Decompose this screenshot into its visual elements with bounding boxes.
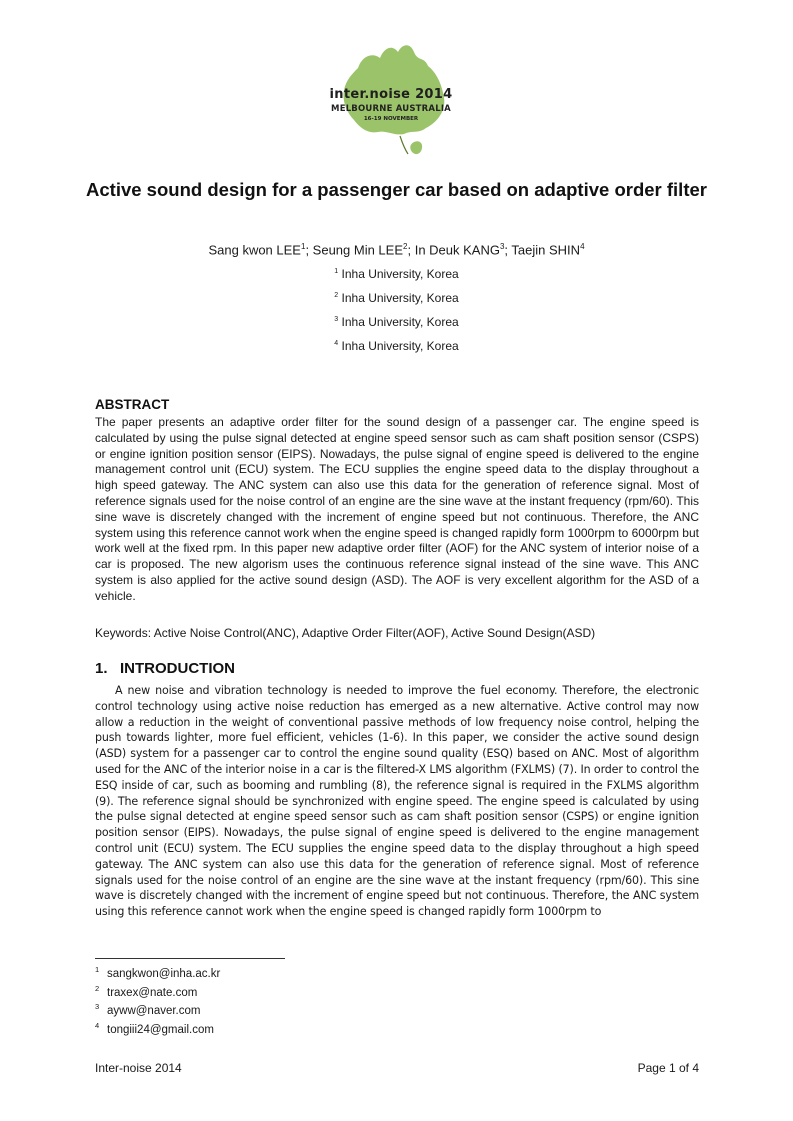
footnote [95, 982, 220, 1001]
author-separator: ; [504, 242, 512, 258]
footnote [95, 1000, 220, 1019]
footnote-mark: 1 [95, 965, 100, 974]
footnote-mark: 2 [95, 983, 100, 993]
affiliation-text: Inha University, Korea [341, 315, 459, 329]
keywords: Keywords: Active Noise Control(ANC), Adaptive Order Filter(AOF), Active Sound Design(ASD) [95, 626, 596, 640]
introduction-body: A new noise and vibration technology is needed to improve the fuel economy. Therefore, the electronic control technology using active noise reduction has emerged as a new alternative. Active control may now allow a reduction in the weight of conventional passive methods of low frequency noise control, helping the push towards lighter, more fuel efficient, vehicles (1-6). In this paper, we consider the active sound design (ASD) system for a passenger car to control the engine sound quality (ESQ) based on ANC. Most of algorithm used for the ANC of the interior noise in a car is the filtered-X LMS algorithm (FXLMS) (7). In order to control the ESQ inside of car, such as booming and rumbling (8), the reference signal is required in the FXLMS algorithm (9). The reference signal should be synchronized with engine speed. The engine speed is calculated by using the pulse signal detected at engine speed sensor such as cam shaft position sensor (CSPS) or engine ignition position sensor (EIPS). Nowadays, the pulse signal of engine speed is delivered to the engine management control unit (ECU) system. The ECU supplies the engine speed data to the display throughout a high speed gateway. The ANC system can also use this data for the generation of reference signal. Most of reference signals used for the noise control of an engine are the sine wave at the instant frequency (rpm/60). This sine wave is discretely changed with the increment of engine speed but not continuous. Therefore, the ANC system using this reference cannot work when the engine speed is changed rapidly form 1000rpm to [95, 684, 699, 919]
paper-title: Active sound design for a passenger car based on adaptive order filter [86, 179, 707, 200]
affiliation-mark: 4 [334, 340, 339, 347]
conference-logo [328, 38, 454, 162]
affiliation-mark: 2 [334, 292, 339, 299]
footnote-list [95, 963, 220, 1037]
logo-title: inter.noise 2014 [329, 87, 453, 102]
affiliation-text: Inha University, Korea [341, 339, 459, 353]
footer-page-number: Page 1 of 4 [637, 1061, 699, 1075]
affiliation-mark: 1 [334, 268, 339, 275]
author-separator: ; [407, 242, 415, 258]
logo-dates: 16-19 NOVEMBER [363, 116, 419, 122]
introduction-heading: 1. INTRODUCTION [95, 660, 236, 677]
author-mark: 2 [403, 242, 408, 251]
affiliation-text: Inha University, Korea [341, 267, 459, 281]
footnote-mark: 4 [95, 1020, 100, 1030]
footnote-email: traxex@nate.com [107, 986, 198, 999]
author-mark: 4 [580, 242, 585, 251]
footer-conference: Inter-noise 2014 [95, 1061, 182, 1075]
footnote-divider [95, 958, 285, 959]
author-name: Seung Min LEE [312, 242, 404, 258]
affiliation [80, 313, 713, 329]
author-separator: ; [305, 242, 313, 258]
author-name: Taejin SHIN [511, 242, 581, 258]
abstract-heading: ABSTRACT [95, 397, 170, 412]
author-name: In Deuk KANG [414, 242, 500, 258]
affiliation [80, 265, 713, 281]
footnote-email: tongiii24@gmail.com [107, 1023, 214, 1036]
abstract-body: The paper presents an adaptive order filter for the sound design of a passenger car. The engine speed is calculated by using the pulse signal detected at engine speed sensor such as cam shaft position sensor (CSPS) or engine ignition position sensor (EIPS). Nowadays, the pulse signal of engine speed is delivered to the engine management control unit (ECU) system. The ECU supplies the engine speed data to the display throughout a high speed gateway. The ANC system can also use this data for the generation of reference signal. Most of reference signals used for the noise control of an engine are the sine wave at the instant frequency (rpm/60). This sine wave is discretely changed with the increment of engine speed but not continuous. Therefore, the ANC system using this reference cannot work when the engine speed is changed rapidly form 1000rpm to 6000rpm but work well at the fixed rpm. In this paper new adaptive order filter (AOF) for the ANC system of interior noise of a car is proposed. The new algorism uses the continuous reference signal instead of the sine wave. This ANC system is also applied for the active sound design (ASD). The AOF is very excellent algorithm for the ASD of a vehicle. [95, 415, 699, 603]
footnote-email: ayww@naver.com [107, 1004, 201, 1017]
affiliation [80, 289, 713, 305]
affiliation-mark: 3 [334, 316, 339, 323]
footnote-email: sangkwon@inha.ac.kr [107, 967, 221, 980]
author-name: Sang kwon LEE [208, 242, 301, 258]
footnote [95, 1019, 220, 1038]
author-list [80, 239, 713, 258]
author-mark: 1 [300, 242, 306, 251]
logo-location: MELBOURNE AUSTRALIA [331, 104, 451, 114]
affiliation-text: Inha University, Korea [341, 291, 459, 305]
footnote [95, 963, 220, 982]
author-mark: 3 [499, 242, 505, 251]
affiliation [80, 337, 713, 353]
footnote-mark: 3 [95, 1002, 100, 1012]
